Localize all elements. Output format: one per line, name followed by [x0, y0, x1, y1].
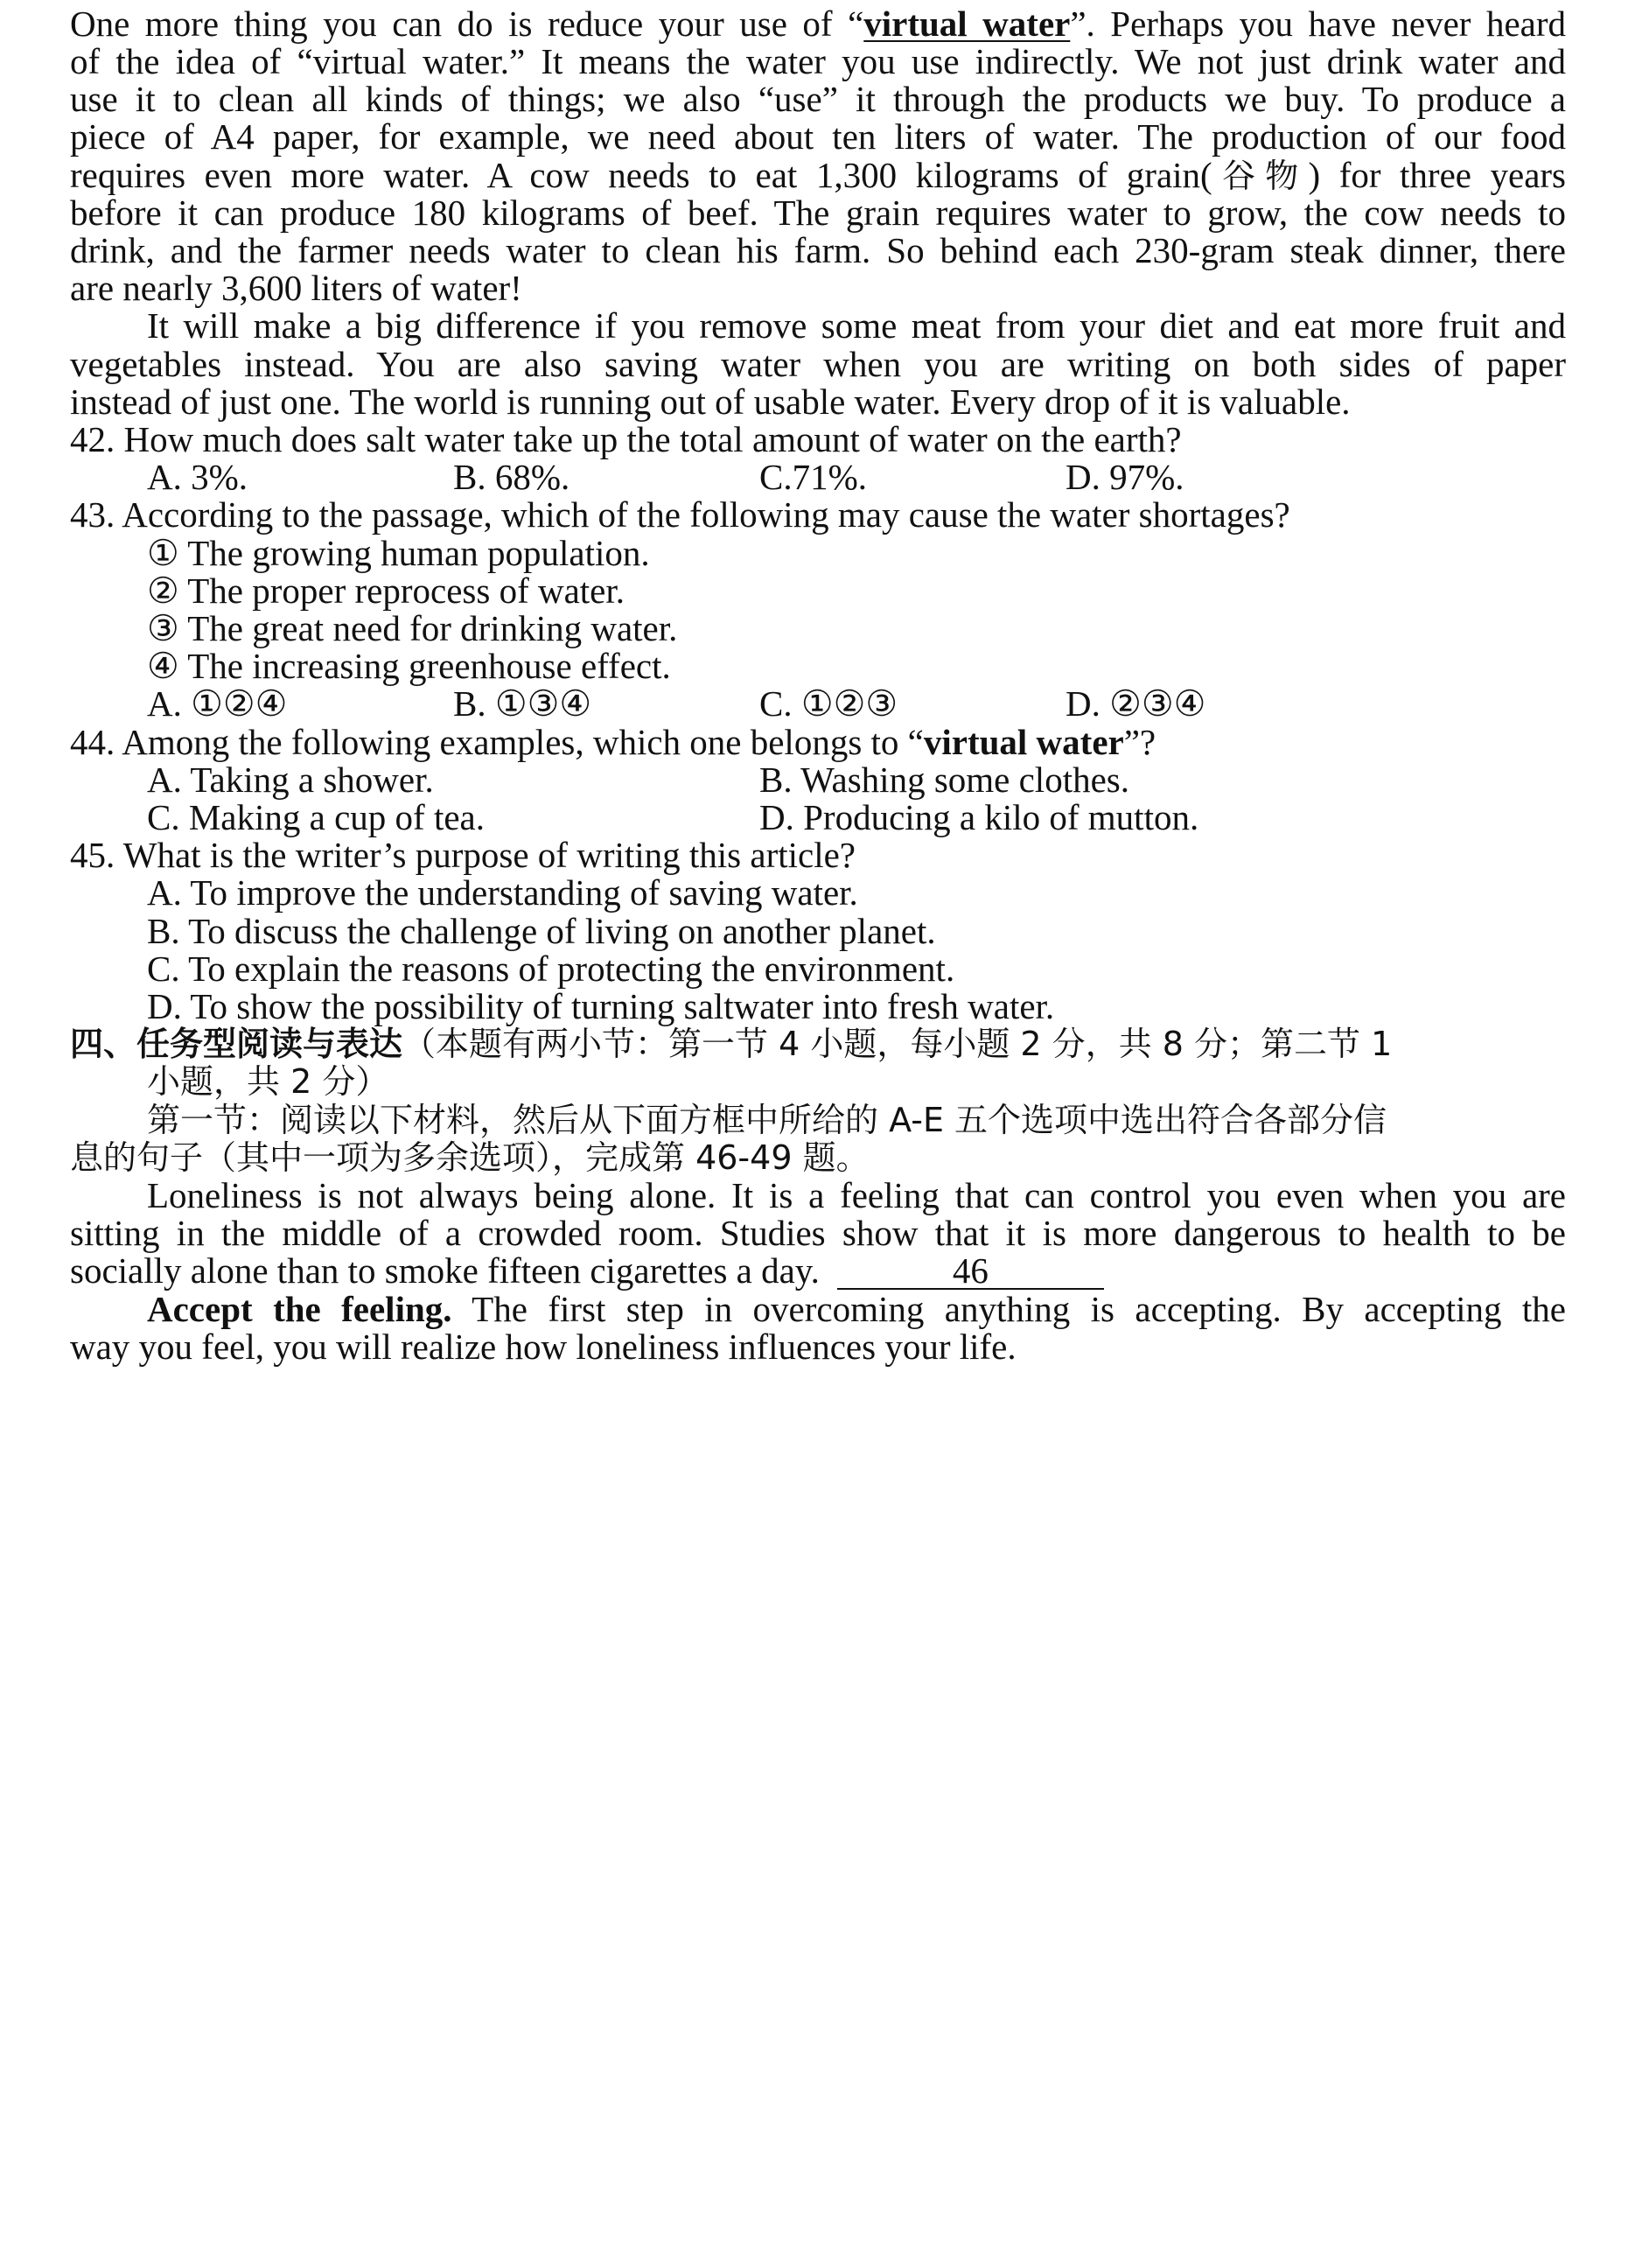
section-instruction: 第一节：阅读以下材料，然后从下面方框中所给的 A-E 五个选项中选出符合各部分信: [147, 1101, 1387, 1139]
section-heading-cont: 小题，共 2 分）: [147, 1062, 389, 1101]
option-c[interactable]: C.71%.: [759, 457, 867, 497]
passage-line: of the idea of “virtual water.” It means the water you use indirectly. We not just drink water and: [70, 41, 1566, 81]
question-42-stem: 42. How much does salt water take up the total amount of water on the earth?: [70, 419, 1182, 459]
option-d[interactable]: D. Producing a kilo of mutton.: [759, 797, 1199, 837]
text-run: ”?: [1123, 722, 1156, 762]
passage-line: sitting in the middle of a crowded room. Studies show that it is more dangerous to health to be: [70, 1213, 1566, 1253]
passage-line: instead of just one. The world is running out of usable water. Every drop of it is valuable.: [70, 382, 1351, 422]
passage-line: drink, and the farmer needs water to clean his farm. So behind each 230-gram steak dinner, there: [70, 230, 1566, 270]
section-instruction: 息的句子（其中一项为多余选项），完成第 46-49 题。: [70, 1138, 870, 1177]
section-title: 四、任务型阅读与表达: [70, 1025, 403, 1063]
passage-line: are nearly 3,600 liters of water!: [70, 268, 522, 308]
passage-line: Loneliness is not always being alone. It is a feeling that can control you even when you are: [147, 1175, 1566, 1215]
passage-line: It will make a big difference if you remove some meat from your diet and eat more fruit and: [147, 305, 1566, 346]
statement-1: ① The growing human population.: [147, 533, 650, 573]
option-a[interactable]: A. ①②④: [147, 683, 288, 724]
statement-4: ④ The increasing greenhouse effect.: [147, 646, 671, 686]
section-note: （本题有两小节：第一节 4 小题，每小题 2 分，共 8 分；第二节 1: [402, 1025, 1393, 1063]
option-c[interactable]: C. Making a cup of tea.: [147, 797, 485, 837]
option-a[interactable]: A. To improve the understanding of saving water.: [147, 872, 858, 913]
term-virtual-water: virtual water: [863, 4, 1071, 44]
option-a[interactable]: A. Taking a shower.: [147, 760, 434, 800]
text-run: ”. Perhaps you have never heard: [1070, 4, 1566, 44]
statement-2: ② The proper reprocess of water.: [147, 570, 625, 611]
statement-3: ③ The great need for drinking water.: [147, 608, 678, 648]
option-b[interactable]: B. To discuss the challenge of living on another planet.: [147, 911, 936, 951]
option-c[interactable]: C. To explain the reasons of protecting the environment.: [147, 948, 955, 989]
chinese-gloss: 谷物: [1212, 157, 1309, 195]
option-d[interactable]: D. 97%.: [1066, 457, 1184, 497]
subheading: Accept the feeling.: [147, 1289, 452, 1329]
option-c[interactable]: C. ①②③: [759, 683, 898, 724]
passage-line: before it can produce 180 kilograms of beef. The grain requires water to grow, the cow needs to: [70, 192, 1566, 233]
question-45-stem: 45. What is the writer’s purpose of writing this article?: [70, 835, 856, 875]
passage-line: way you feel, you will realize how loneliness influences your life.: [70, 1326, 1017, 1367]
passage-line: use it to clean all kinds of things; we also “use” it through the products we buy. To produce a: [70, 79, 1566, 119]
option-d[interactable]: D. To show the possibility of turning saltwater into fresh water.: [147, 986, 1055, 1026]
text-run: requires even more water. A cow needs to eat 1,300 kilograms of grain(: [70, 155, 1212, 195]
option-b[interactable]: B. ①③④: [453, 683, 592, 724]
answer-blank-46[interactable]: 46: [837, 1253, 1104, 1290]
question-43-stem: 43. According to the passage, which of the following may cause the water shortages?: [70, 494, 1290, 535]
text-run: ) for three years: [1308, 155, 1567, 195]
text-run: 44. Among the following examples, which one belongs to “: [70, 722, 924, 762]
text-run: The first step in overcoming anything is accepting. By accepting the: [451, 1289, 1566, 1329]
text-run: One more thing you can do is reduce your use of “: [70, 4, 864, 44]
text-run: socially alone than to smoke fifteen cigarettes a day.: [70, 1250, 820, 1291]
option-b[interactable]: B. Washing some clothes.: [759, 760, 1129, 800]
passage-line: piece of A4 paper, for example, we need about ten liters of water. The production of our food: [70, 116, 1566, 157]
option-b[interactable]: B. 68%.: [453, 457, 570, 497]
option-d[interactable]: D. ②③④: [1066, 683, 1206, 724]
option-a[interactable]: A. 3%.: [147, 457, 248, 497]
term-virtual-water: virtual water: [923, 722, 1124, 762]
passage-line: vegetables instead. You are also saving water when you are writing on both sides of paper: [70, 344, 1566, 384]
